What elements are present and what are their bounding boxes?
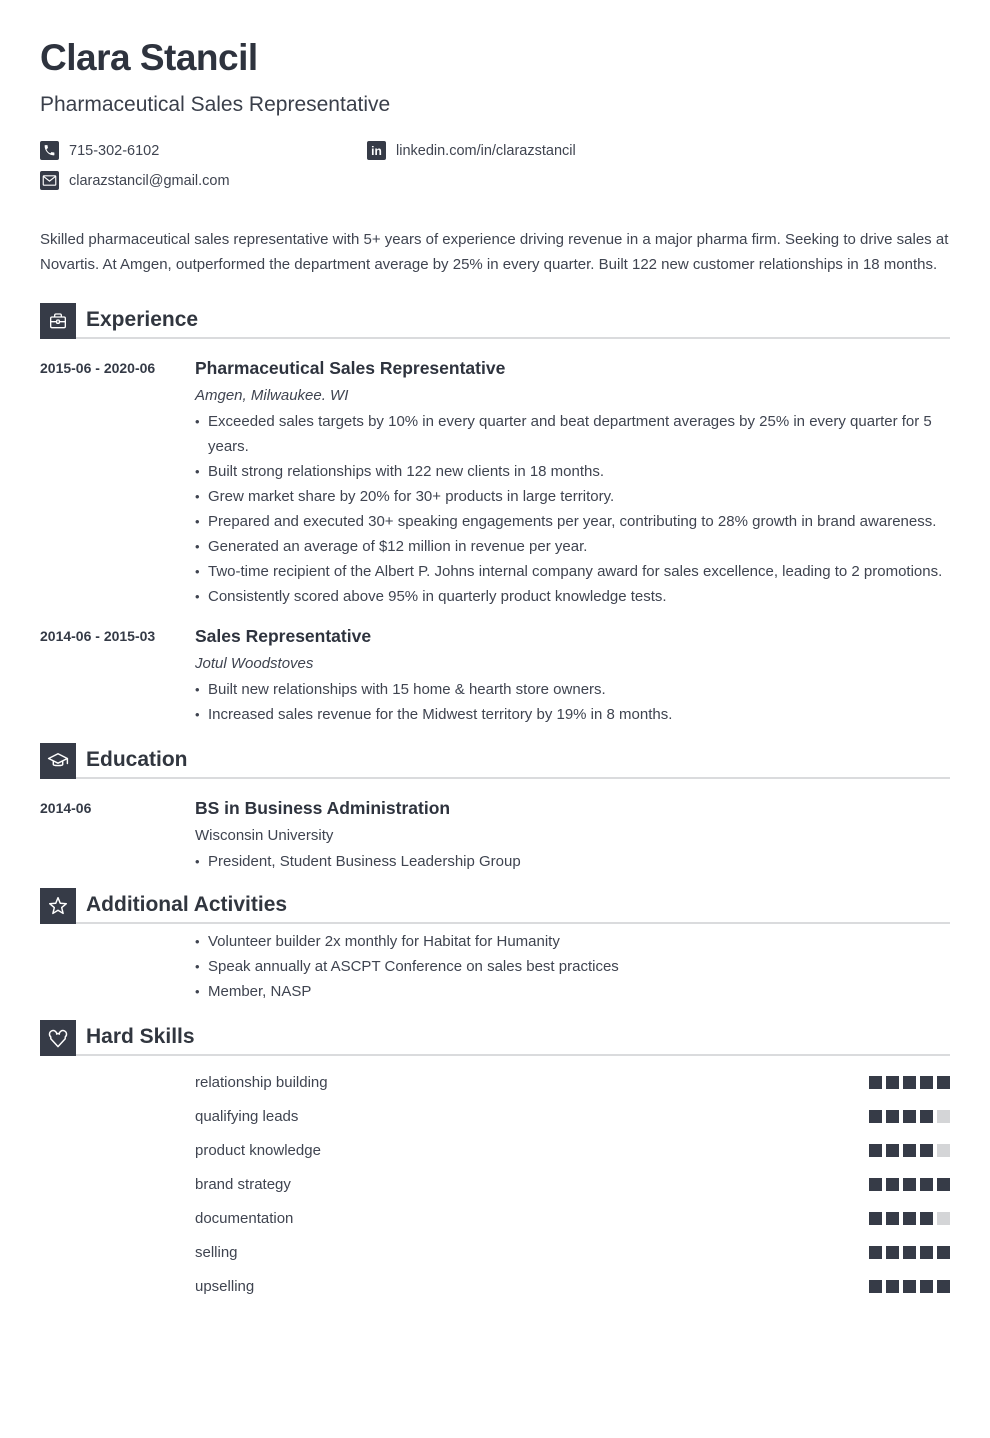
skill-row bbox=[195, 1066, 950, 1100]
rating-square-filled bbox=[886, 1076, 899, 1089]
linkedin-icon: in bbox=[367, 141, 386, 160]
skill-rating bbox=[869, 1178, 950, 1191]
entry-subtitle: Jotul Woodstoves bbox=[195, 654, 314, 672]
rating-square-filled bbox=[920, 1076, 933, 1089]
rating-square-filled bbox=[869, 1178, 882, 1191]
skill-name: selling bbox=[195, 1244, 238, 1262]
resume-entry bbox=[40, 625, 950, 727]
entry-body bbox=[195, 625, 950, 727]
bullet-item: • Generated an average of $12 million in revenue per year. bbox=[195, 534, 950, 559]
bullet-item: • Member, NASP bbox=[195, 979, 950, 1004]
skill-name: brand strategy bbox=[195, 1176, 291, 1194]
rating-square-filled bbox=[903, 1212, 916, 1225]
bullet-item: • Built strong relationships with 122 new clients in 18 months. bbox=[195, 459, 950, 484]
entry-subtitle: Amgen, Milwaukee. WI bbox=[195, 386, 349, 404]
bullet-item: • Two-time recipient of the Albert P. Johns internal company award for sales excellence, leading to 2 promotions. bbox=[195, 559, 950, 584]
section-label: Hard Skills bbox=[86, 1024, 195, 1048]
skill-name: product knowledge bbox=[195, 1142, 321, 1160]
entry-body bbox=[195, 797, 950, 874]
person-job-title: Pharmaceutical Sales Representative bbox=[40, 92, 391, 116]
entry-title: BS in Business Administration bbox=[195, 797, 451, 818]
skill-name: relationship building bbox=[195, 1074, 328, 1092]
rating-square-filled bbox=[937, 1076, 950, 1089]
entry-title: Pharmaceutical Sales Representative bbox=[195, 357, 506, 378]
resume-page bbox=[0, 38, 990, 1438]
linkedin-url[interactable]: linkedin.com/in/clarazstancil bbox=[396, 142, 576, 159]
entry-body bbox=[195, 357, 950, 609]
section-rule bbox=[76, 1020, 950, 1056]
hard-skills-list bbox=[40, 1066, 950, 1304]
section-header-experience bbox=[40, 303, 950, 339]
email-icon bbox=[40, 171, 59, 190]
graduation-cap-icon bbox=[40, 743, 76, 779]
section-header-education bbox=[40, 743, 950, 779]
skill-rating bbox=[869, 1280, 950, 1293]
bullet-item: • Volunteer builder 2x monthly for Habitat for Humanity bbox=[195, 929, 950, 954]
section-rule bbox=[76, 888, 950, 924]
rating-square-filled bbox=[886, 1280, 899, 1293]
rating-square-filled bbox=[886, 1178, 899, 1191]
skill-name: upselling bbox=[195, 1278, 255, 1296]
rating-square-filled bbox=[869, 1110, 882, 1123]
rating-square-filled bbox=[920, 1246, 933, 1259]
rating-square-filled bbox=[937, 1280, 950, 1293]
rating-square-filled bbox=[920, 1144, 933, 1157]
rating-square-empty bbox=[937, 1110, 950, 1123]
skill-row bbox=[195, 1100, 950, 1134]
section-rule bbox=[76, 303, 950, 339]
section-header-hard-skills bbox=[40, 1020, 950, 1056]
rating-square-filled bbox=[903, 1246, 916, 1259]
contact-phone bbox=[40, 141, 367, 161]
section-label: Education bbox=[86, 747, 188, 771]
rating-square-filled bbox=[886, 1144, 899, 1157]
skill-row bbox=[195, 1270, 950, 1304]
rating-square-filled bbox=[869, 1246, 882, 1259]
section-label: Experience bbox=[86, 307, 199, 331]
puzzle-piece-icon bbox=[40, 1020, 76, 1056]
email-address[interactable]: clarazstancil@gmail.com bbox=[69, 172, 230, 189]
rating-square-filled bbox=[886, 1212, 899, 1225]
skill-row bbox=[195, 1236, 950, 1270]
bullet-item: • Grew market share by 20% for 30+ products in large territory. bbox=[195, 484, 950, 509]
rating-square-filled bbox=[869, 1280, 882, 1293]
rating-square-filled bbox=[937, 1178, 950, 1191]
education-entries bbox=[40, 797, 950, 874]
rating-square-filled bbox=[869, 1076, 882, 1089]
rating-square-filled bbox=[903, 1076, 916, 1089]
skill-rating bbox=[869, 1144, 950, 1157]
rating-square-filled bbox=[869, 1144, 882, 1157]
resume-entry bbox=[40, 797, 950, 874]
section-header-activities bbox=[40, 888, 950, 924]
rating-square-filled bbox=[920, 1212, 933, 1225]
bullet-item: • Prepared and executed 30+ speaking engagements per year, contributing to 28% growth in brand awareness. bbox=[195, 509, 950, 534]
experience-entries bbox=[40, 357, 950, 727]
entry-subtitle: Wisconsin University bbox=[195, 826, 334, 844]
section-label: Additional Activities bbox=[86, 892, 288, 916]
entry-title: Sales Representative bbox=[195, 625, 372, 646]
skill-name: qualifying leads bbox=[195, 1108, 299, 1126]
contact-linkedin[interactable] bbox=[367, 141, 950, 161]
rating-square-empty bbox=[937, 1212, 950, 1225]
rating-square-filled bbox=[886, 1110, 899, 1123]
rating-square-filled bbox=[903, 1280, 916, 1293]
bullet-item: • Built new relationships with 15 home & hearth store owners. bbox=[195, 677, 950, 702]
rating-square-filled bbox=[920, 1280, 933, 1293]
summary-text: Skilled pharmaceutical sales representative with 5+ years of experience driving revenue in a major pharma firm. Seeking to drive sales at Novartis. At Amgen, outperformed the department average by 25% in every quarter. Built 122 new customer relationships in 18 months. bbox=[40, 230, 949, 273]
entry-date: 2015-06 - 2020-06 bbox=[40, 359, 156, 376]
rating-square-empty bbox=[937, 1144, 950, 1157]
skill-name: documentation bbox=[195, 1210, 294, 1228]
phone-icon bbox=[40, 141, 59, 160]
skill-row bbox=[195, 1202, 950, 1236]
activities-list bbox=[195, 929, 950, 1004]
entry-bullets bbox=[195, 409, 950, 609]
resume-entry bbox=[40, 357, 950, 609]
bullet-item: • Speak annually at ASCPT Conference on sales best practices bbox=[195, 954, 950, 979]
rating-square-filled bbox=[903, 1144, 916, 1157]
skill-row bbox=[195, 1168, 950, 1202]
person-name: Clara Stancil bbox=[40, 37, 258, 78]
rating-square-filled bbox=[920, 1178, 933, 1191]
phone-number: 715-302-6102 bbox=[69, 142, 160, 159]
rating-square-filled bbox=[903, 1110, 916, 1123]
skill-row bbox=[195, 1134, 950, 1168]
entry-date: 2014-06 - 2015-03 bbox=[40, 627, 156, 644]
bullet-item: • Consistently scored above 95% in quarterly product knowledge tests. bbox=[195, 584, 950, 609]
bullet-item: • Increased sales revenue for the Midwest territory by 19% in 8 months. bbox=[195, 702, 950, 727]
skill-rating bbox=[869, 1110, 950, 1123]
skill-rating bbox=[869, 1212, 950, 1225]
contact-email[interactable] bbox=[40, 171, 367, 191]
skill-rating bbox=[869, 1246, 950, 1259]
bullet-item: • President, Student Business Leadership Group bbox=[195, 849, 950, 874]
briefcase-icon bbox=[40, 303, 76, 339]
star-icon bbox=[40, 888, 76, 924]
rating-square-filled bbox=[903, 1178, 916, 1191]
rating-square-filled bbox=[920, 1110, 933, 1123]
contact-info bbox=[40, 141, 950, 191]
bullet-item: • Exceeded sales targets by 10% in every quarter and beat department averages by 25% in every quarter for 5 years. bbox=[195, 409, 950, 459]
skill-rating bbox=[869, 1076, 950, 1089]
section-rule bbox=[76, 743, 950, 779]
entry-bullets bbox=[195, 849, 950, 874]
entry-date: 2014-06 bbox=[40, 799, 92, 816]
rating-square-filled bbox=[886, 1246, 899, 1259]
rating-square-filled bbox=[937, 1246, 950, 1259]
rating-square-filled bbox=[869, 1212, 882, 1225]
entry-bullets bbox=[195, 677, 950, 727]
